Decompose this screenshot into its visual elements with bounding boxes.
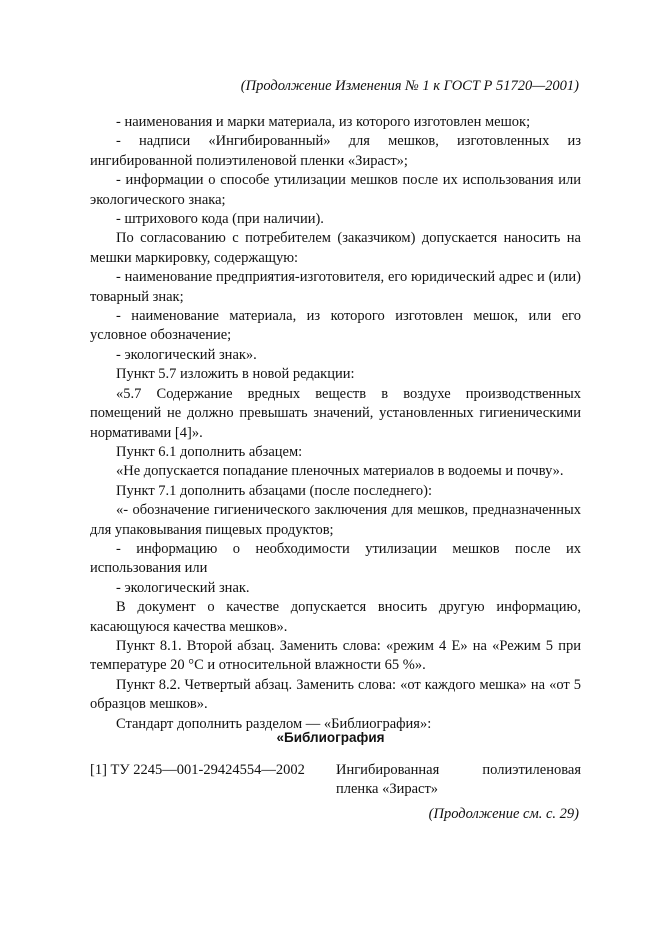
paragraph: - информации о способе утилизации мешков после их использования или экологического знака;	[90, 172, 581, 208]
paragraph: - штрихового кода (при наличии).	[116, 211, 324, 228]
continuation-header: (Продолжение Изменения № 1 к ГОСТ Р 51720—2001)	[240, 78, 579, 94]
paragraph: Пункт 7.1 дополнить абзацами (после последнего):	[116, 482, 433, 499]
paragraph: - наименование предприятия-изготовителя, его юридический адрес и (или) товарный знак;	[90, 269, 581, 305]
bibliography-description	[336, 761, 581, 800]
paragraph: - наименование материала, из которого изготовлен мешок, или его условное обозначение;	[90, 308, 581, 344]
paragraph: - наименования и марки материала, из которого изготовлен мешок;	[116, 114, 531, 130]
document-body	[90, 113, 581, 734]
paragraph: Стандарт дополнить разделом — «Библиография»:	[116, 715, 432, 732]
paragraph: В документ о качестве допускается вносить другую информацию, касающуюся качества мешков».	[90, 599, 581, 635]
bibliography-reference: [1] ТУ 2245—001-29424554—2002	[90, 762, 305, 778]
paragraph: Пункт 8.2. Четвертый абзац. Заменить слова: «от каждого мешка» на «от 5 образцов мешков».	[90, 676, 581, 713]
bibliography-description-line: Ингибированная полиэтиленовая	[336, 762, 581, 778]
paragraph: «5.7 Содержание вредных веществ в воздухе производственных помещений не должно превышать значений, установленных гигиеническими нормативами [4]».	[90, 385, 581, 441]
paragraph: По согласованию с потребителем (заказчиком) допускается наносить на мешки маркировку, содержащую:	[90, 230, 581, 266]
paragraph: - экологический знак».	[116, 346, 257, 363]
paragraph: «- обозначение гигиенического заключения для мешков, предназначенных для упаковывания пищевых продуктов;	[90, 502, 581, 538]
paragraph: Пункт 5.7 изложить в новой редакции:	[116, 366, 355, 383]
bibliography-description-line: пленка «Зираст»	[336, 781, 439, 798]
paragraph: - экологический знак.	[116, 579, 250, 596]
bibliography-title: «Библиография	[276, 730, 385, 745]
paragraph: «Не допускается попадание пленочных материалов в водоемы и почву».	[116, 463, 564, 480]
paragraph: Пункт 8.1. Второй абзац. Заменить слова: «режим 4 Е» на «Режим 5 при температуре 20 °С и относительной влажности 65 %».	[90, 637, 581, 674]
paragraph: Пункт 6.1 дополнить абзацем:	[116, 443, 303, 460]
continuation-footer: (Продолжение см. с. 29)	[428, 806, 579, 822]
paragraph: - надписи «Ингибированный» для мешков, изготовленных из ингибированной полиэтиленовой пленки «Зираст»;	[90, 133, 581, 169]
paragraph: - информацию о необходимости утилизации мешков после их использования или	[90, 540, 581, 577]
